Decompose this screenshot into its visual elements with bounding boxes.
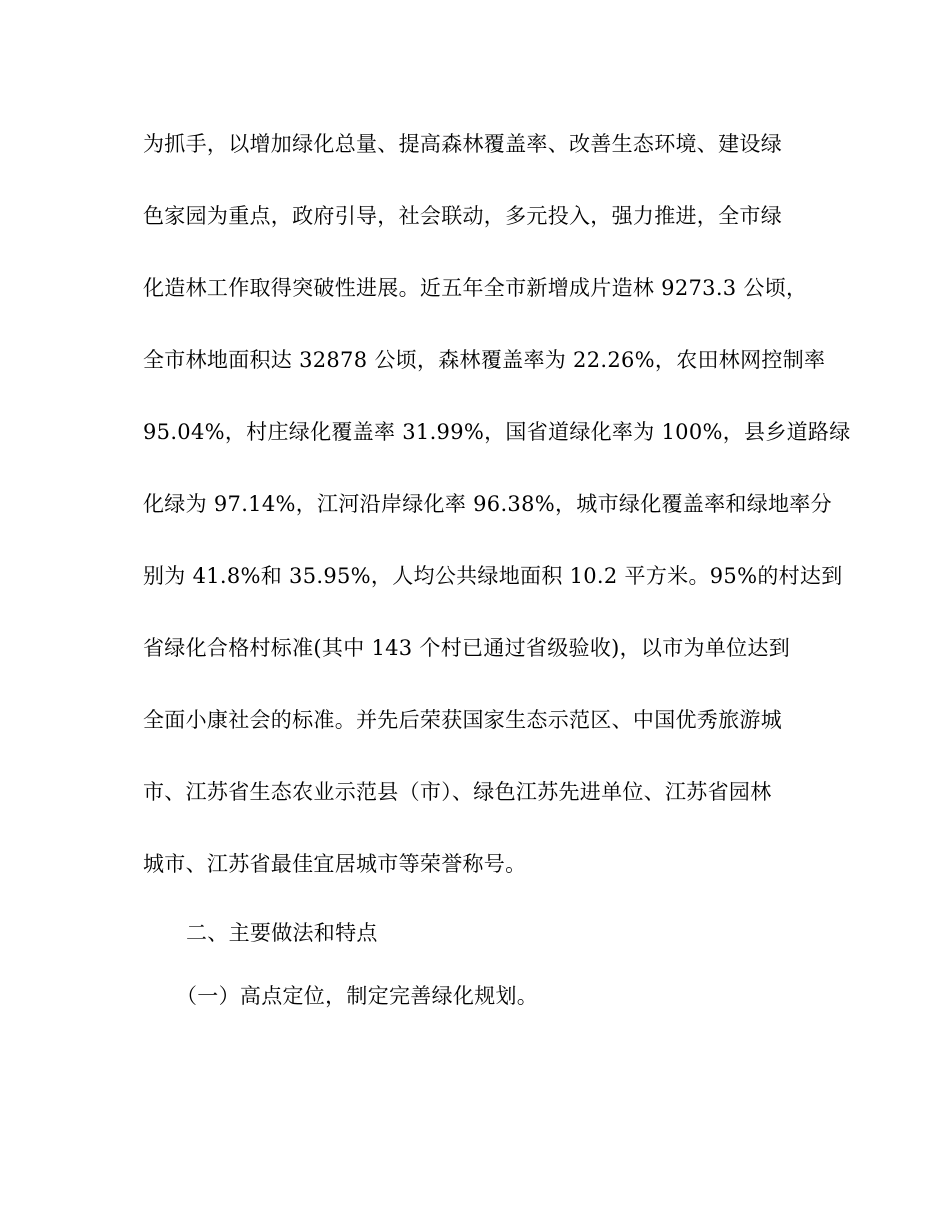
paragraph-line-1: 为抓手，以增加绿化总量、提高森林覆盖率、改善生态环境、建设绿	[143, 132, 782, 156]
paragraph-line-3: 化造林工作取得突破性进展。近五年全市新增成片造林 9273.3 公顷，	[143, 276, 808, 300]
paragraph-line-4: 全市林地面积达 32878 公顷，森林覆盖率为 22.26%，农田林网控制率	[143, 348, 826, 372]
section-heading: 二、主要做法和特点	[186, 921, 378, 945]
paragraph-line-11: 城市、江苏省最佳宜居城市等荣誉称号。	[143, 852, 527, 876]
paragraph-line-5: 95.04%，村庄绿化覆盖率 31.99%，国省道绿化率为 100%，县乡道路绿	[143, 420, 851, 444]
paragraph-line-2: 色家园为重点，政府引导，社会联动，多元投入，强力推进，全市绿	[143, 204, 782, 228]
subsection-heading: （一）高点定位，制定完善绿化规划。	[176, 984, 539, 1008]
paragraph-line-9: 全面小康社会的标准。并先后荣获国家生态示范区、中国优秀旅游城	[143, 708, 782, 732]
paragraph-line-10: 市、江苏省生态农业示范县（市）、绿色江苏先进单位、江苏省园林	[143, 780, 772, 804]
paragraph-line-8: 省绿化合格村标准(其中 143 个村已通过省级验收)，以市为单位达到	[143, 636, 791, 660]
paragraph-line-6: 化绿为 97.14%，江河沿岸绿化率 96.38%，城市绿化覆盖率和绿地率分	[143, 492, 832, 516]
paragraph-line-7: 别为 41.8%和 35.95%，人均公共绿地面积 10.2 平方米。95%的村达到	[143, 564, 843, 588]
